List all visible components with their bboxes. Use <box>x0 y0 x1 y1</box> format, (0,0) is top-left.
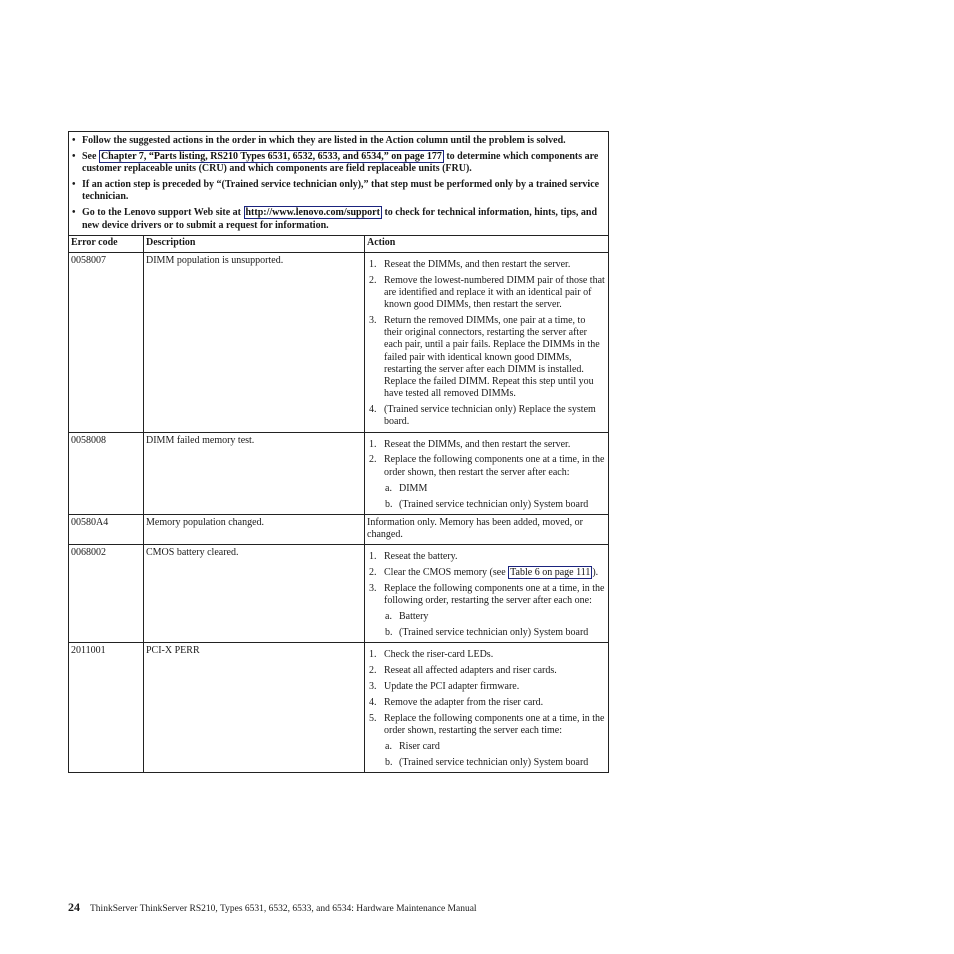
text-run: Reseat the DIMMs, and then restart the server. <box>384 438 571 450</box>
text-run: Go to the Lenovo support Web site at <box>82 207 244 219</box>
text-run: Clear the CMOS memory (see <box>384 567 509 579</box>
cross-reference-link[interactable]: Table 6 on page 111 <box>510 567 591 579</box>
step-number: 4. <box>369 404 377 416</box>
note-item <box>71 207 606 231</box>
sub-step <box>384 499 606 511</box>
sub-step-letter: a. <box>385 482 392 494</box>
sub-step <box>384 483 606 495</box>
action-step <box>367 713 606 769</box>
action-cell <box>365 514 609 544</box>
header-description: Description <box>144 236 365 253</box>
action-step <box>367 551 606 563</box>
step-number: 2. <box>369 665 377 677</box>
page-number: 24 <box>68 900 80 914</box>
table-row <box>69 432 608 514</box>
text-run: to determine which components are customer replaceable units (CRU) and which components are field replaceable units (FRU). <box>82 151 599 175</box>
text-run: Replace the following components one at a time, in the following order, restarting the server after each one: <box>384 582 605 607</box>
note-item <box>71 135 606 147</box>
action-step <box>367 681 606 693</box>
cross-reference-link[interactable]: Chapter 7, “Parts listing, RS210 Types 6531, 6532, 6533, and 6534,” on page 177 <box>100 151 442 162</box>
description-cell: Memory population changed. <box>144 514 365 544</box>
table-body <box>69 252 608 772</box>
text-run: Reseat all affected adapters and riser cards. <box>384 665 557 677</box>
action-step <box>367 665 606 677</box>
step-number: 1. <box>369 258 377 270</box>
action-step <box>367 259 606 271</box>
step-number: 4. <box>369 696 377 708</box>
bullet-icon: • <box>72 179 76 191</box>
action-step <box>367 454 606 510</box>
text-run: If an action step is preceded by “(Trained service technician only),” that step must be performed only by a trained service technician. <box>82 179 600 203</box>
text-run: Replace the following components one at a time, in the order shown, then restart the server after each: <box>384 454 605 478</box>
step-number: 3. <box>369 681 377 692</box>
table-row <box>69 545 608 643</box>
action-steps <box>367 259 606 429</box>
text-run: Reseat the DIMMs, and then restart the server. <box>384 258 571 270</box>
description-cell: DIMM failed memory test. <box>144 432 365 514</box>
bullet-icon: • <box>72 207 76 219</box>
action-step <box>367 567 606 579</box>
action-step <box>367 649 606 661</box>
sub-step-text: (Trained service technician only) System board <box>399 498 589 510</box>
text-run: Reseat the battery. <box>384 551 458 563</box>
error-code-cell: 00580A4 <box>69 514 144 544</box>
sub-step-text: DIMM <box>399 482 428 494</box>
action-step <box>367 404 606 428</box>
text-run: Replace the following components one at a time, in the order shown, restarting the server each time: <box>384 712 605 736</box>
text-run: Return the removed DIMMs, one pair at a time, to their original connectors, restarting the server after each pair, until a pair fails. Replace the DIMMs in the failed pair with identical known good DIMMs, restarting the server after each DIMM is installed. Replace the failed DIMM. Repeat this step until you have tested all removed DIMMs. <box>384 315 600 400</box>
error-code-cell: 0058007 <box>69 252 144 432</box>
action-cell <box>365 545 609 643</box>
error-code-cell: 2011001 <box>69 643 144 772</box>
sub-steps <box>384 611 606 639</box>
description-cell: PCI-X PERR <box>144 643 365 772</box>
error-code-cell: 0058008 <box>69 432 144 514</box>
sub-step <box>384 757 606 769</box>
sub-step <box>384 611 606 623</box>
sub-step-text: (Trained service technician only) System board <box>399 756 589 768</box>
sub-step <box>384 627 606 639</box>
notes-box <box>69 132 608 236</box>
sub-steps <box>384 483 606 511</box>
action-step <box>367 275 606 312</box>
step-number: 2. <box>369 567 377 579</box>
step-number: 3. <box>369 315 377 326</box>
sub-step <box>384 741 606 753</box>
action-cell <box>365 432 609 514</box>
text-run: Check the riser-card LEDs. <box>384 649 494 661</box>
header-action: Action <box>365 236 609 253</box>
sub-step-letter: a. <box>385 611 392 623</box>
sub-step-letter: b. <box>385 498 393 510</box>
bullet-icon: • <box>72 135 76 146</box>
action-step <box>367 583 606 639</box>
step-number: 1. <box>369 438 377 450</box>
action-steps <box>367 439 606 511</box>
text-run: Update the PCI adapter firmware. <box>384 681 520 692</box>
text-run: (Trained service technician only) Replace the system board. <box>384 404 596 428</box>
action-steps <box>367 551 606 639</box>
sub-step-letter: a. <box>385 741 392 753</box>
table-row <box>69 514 608 544</box>
action-cell <box>365 252 609 432</box>
text-run: See <box>82 151 99 162</box>
text-run: Remove the lowest-numbered DIMM pair of those that are identified and replace it with an identical pair of known good DIMMs, then restart the server. <box>384 274 605 311</box>
sub-step-text: Riser card <box>399 741 440 753</box>
bullet-icon: • <box>72 151 76 162</box>
step-number: 2. <box>369 454 377 466</box>
description-cell: DIMM population is unsupported. <box>144 252 365 432</box>
cross-reference-link[interactable]: http://www.lenovo.com/support <box>245 207 380 219</box>
footer-title: ThinkServer ThinkServer RS210, Types 6531, 6532, 6533, and 6534: Hardware Maintenance Manual <box>90 904 477 914</box>
sub-steps <box>384 741 606 769</box>
step-number: 5. <box>369 712 377 724</box>
note-item <box>71 151 606 175</box>
text-run: ). <box>592 567 599 579</box>
text-run: Remove the adapter from the riser card. <box>384 696 544 708</box>
step-number: 1. <box>369 649 377 661</box>
step-number: 3. <box>369 582 377 594</box>
table-row <box>69 252 608 432</box>
text-run: to check for technical information, hints, tips, and new device drivers or to submit a request for information. <box>82 207 598 231</box>
action-step <box>367 697 606 709</box>
error-table <box>69 236 608 772</box>
sub-step-letter: b. <box>385 627 393 639</box>
table-row <box>69 643 608 772</box>
sub-step-text: Battery <box>399 611 429 623</box>
sub-step-text: (Trained service technician only) System board <box>399 627 589 639</box>
action-steps <box>367 649 606 769</box>
page-footer <box>68 900 477 915</box>
note-item <box>71 179 606 203</box>
table-header-row <box>69 236 608 253</box>
action-cell <box>365 643 609 772</box>
header-error-code: Error code <box>69 236 144 253</box>
action-step <box>367 315 606 400</box>
action-text: Information only. Memory has been added, moved, or changed. <box>367 516 583 540</box>
sub-step-letter: b. <box>385 756 393 768</box>
description-cell: CMOS battery cleared. <box>144 545 365 643</box>
error-code-cell: 0068002 <box>69 545 144 643</box>
error-code-table <box>68 131 609 773</box>
step-number: 2. <box>369 274 377 286</box>
text-run: Follow the suggested actions in the order in which they are listed in the Action column until the problem is solved. <box>82 135 566 146</box>
action-step <box>367 439 606 451</box>
step-number: 1. <box>369 551 377 563</box>
